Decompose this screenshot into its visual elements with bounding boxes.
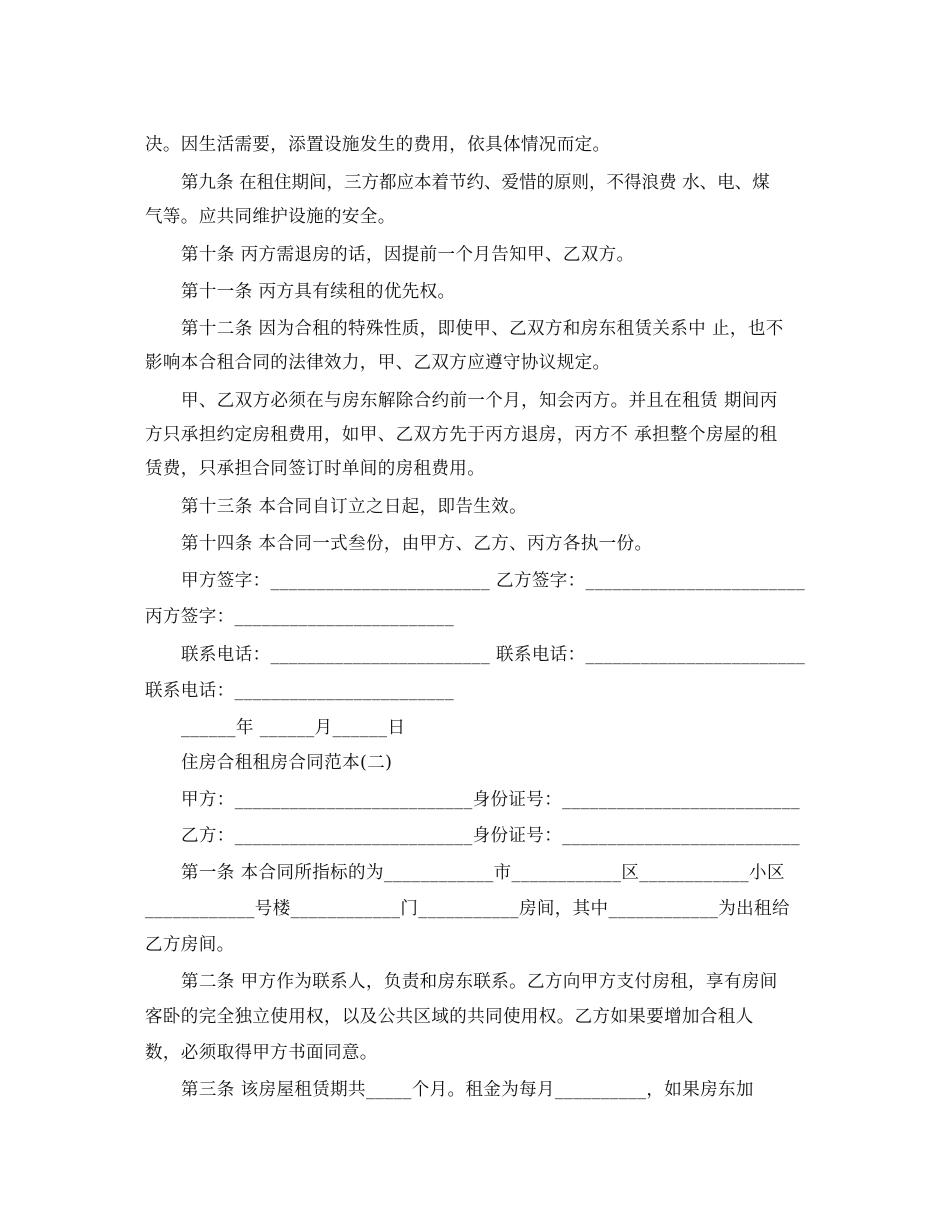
article-9-line-1 [181, 171, 803, 195]
paragraph-line: 数，必须取得甲方书面同意。 [145, 1043, 378, 1063]
paragraph-line: 乙方房间。 [145, 935, 235, 955]
date-line: ______年 ______月______日 [181, 718, 406, 738]
phone-line-a-b: 联系电话：________________________ 联系电话：________________________ [181, 645, 806, 665]
party-a-id-line: 甲方：__________________________身份证号：__________________________ [181, 790, 800, 810]
signature-line-party-c: 丙方签字：________________________ [145, 607, 455, 627]
article-1-line-1: 第一条 本合同所指标的为____________市____________区____________小区 [181, 863, 785, 883]
article-13: 第十三条 本合同自订立之日起，即告生效。 [181, 497, 528, 517]
paragraph-line: 客卧的完全独立使用权，以及公共区域的共同使用权。乙方如果要增加合租人 [145, 1007, 754, 1027]
signature-line-party-a-b: 甲方签字：________________________ 乙方签字：________________________ [181, 571, 806, 591]
paragraph-line: 赁费，只承担合同签订时单间的房租费用。 [145, 459, 486, 479]
article-12-line-1: 第十二条 因为合租的特殊性质，即使甲、乙双方和房东租赁关系中 止，也不 [181, 319, 784, 339]
notice-paragraph-line-1: 甲、乙双方必须在与房东解除合约前一个月，知会丙方。并且在租赁 期间丙 [181, 391, 778, 411]
paragraph-line: 影响本合租合同的法律效力，甲、乙双方应遵守协议规定。 [145, 353, 611, 373]
article-2-line-1: 第二条 甲方作为联系人，负责和房东联系。乙方向甲方支付房租，享有房间 [181, 972, 778, 992]
article-14: 第十四条 本合同一式叁份，由甲方、乙方、丙方各执一份。 [181, 534, 653, 554]
paragraph-line: 气等。应共同维护设施的安全。 [145, 207, 396, 227]
paragraph-line: 方只承担约定房租费用，如甲、乙双方先于丙方退房，丙方不 承担整个房屋的租 [145, 425, 778, 445]
paragraph-line: 决。因生活需要，添置设施发生的费用，依具体情况而定。 [145, 135, 611, 155]
article-10: 第十条 丙方需退房的话，因提前一个月告知甲、乙双方。 [181, 245, 635, 265]
article-3-line-1: 第三条 该房屋租赁期共_____个月。租金为每月__________，如果房东加 [181, 1080, 754, 1100]
phone-line-c: 联系电话：________________________ [145, 681, 455, 701]
text-segment: 第九条 在租住期间，三方都应本着节约、爱惜的原则，不得浪费 水、电、煤 [181, 173, 770, 193]
paragraph-line: ____________号楼____________门___________房间，其中____________为出租给 [145, 899, 790, 919]
article-11: 第十一条 丙方具有续租的优先权。 [181, 282, 456, 302]
section-title: 住房合租租房合同范本(二) [181, 753, 393, 773]
party-b-id-line: 乙方：__________________________身份证号：__________________________ [181, 826, 800, 846]
